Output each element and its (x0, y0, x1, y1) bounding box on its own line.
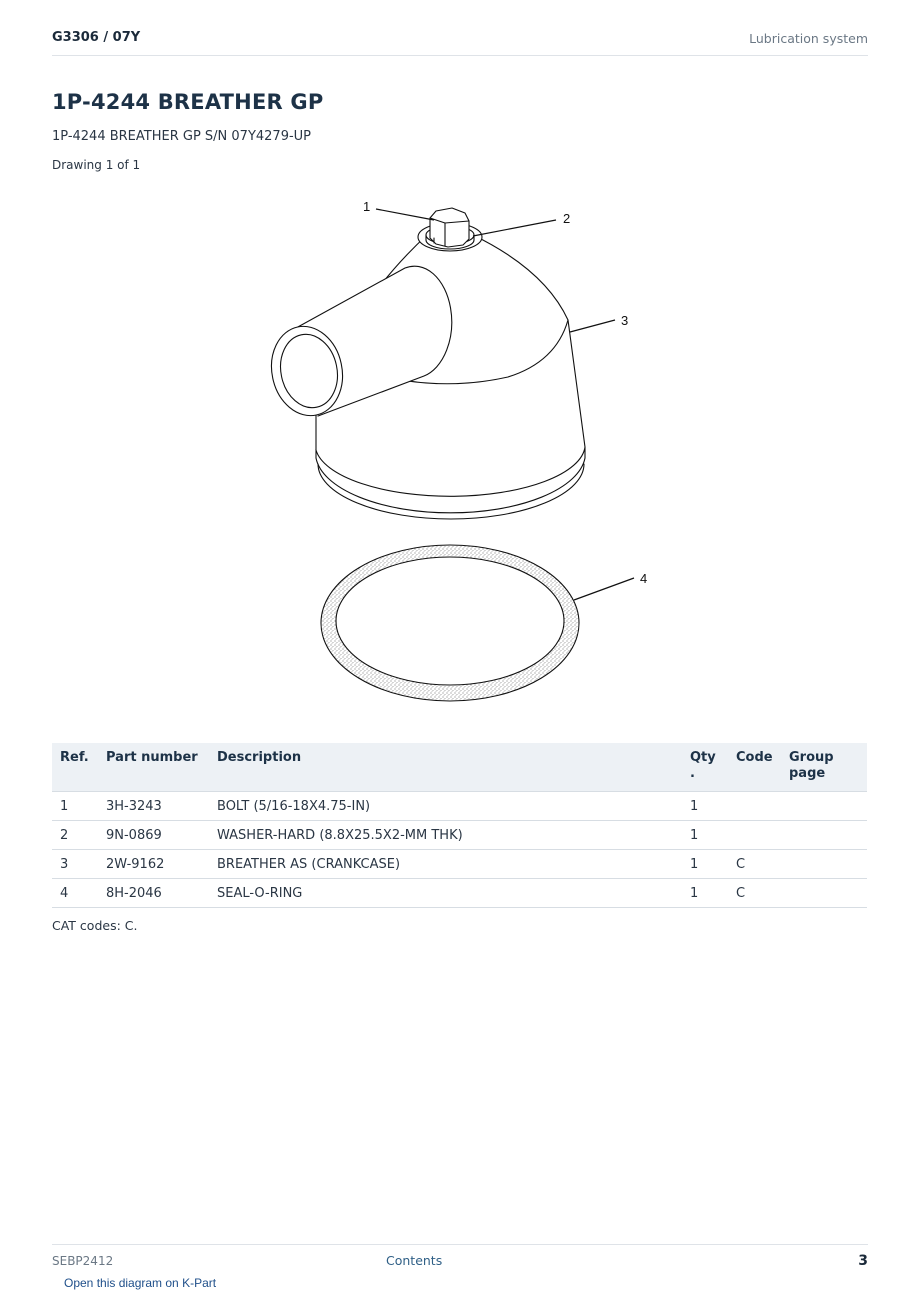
o-ring-seal (321, 545, 579, 701)
page-number: 3 (858, 1253, 868, 1269)
callout-4: 4 (640, 571, 648, 586)
header-description: Description (209, 743, 682, 792)
cat-codes-note: CAT codes: C. (52, 918, 138, 933)
page-header (52, 28, 868, 56)
table-row (52, 821, 867, 850)
page-title: 1P-4244 BREATHER GP (52, 90, 324, 114)
header-part-number: Part number (98, 743, 209, 792)
page-footer (52, 1244, 868, 1275)
table-row (52, 879, 867, 908)
callout-1: 1 (363, 199, 371, 214)
table-row (52, 792, 867, 821)
header-ref: Ref. (52, 743, 98, 792)
cell-ref: 3 (52, 850, 98, 879)
cell-code (728, 821, 781, 850)
cell-code: C (728, 850, 781, 879)
contents-link[interactable]: Contents (386, 1253, 443, 1268)
cell-group-page (781, 821, 867, 850)
cell-qty: 1 (682, 792, 728, 821)
cell-qty: 1 (682, 879, 728, 908)
open-kpart-link[interactable]: Open this diagram on K-Part (64, 1276, 217, 1290)
cell-group-page (781, 792, 867, 821)
cell-ref: 4 (52, 879, 98, 908)
cell-qty: 1 (682, 821, 728, 850)
cell-qty: 1 (682, 850, 728, 879)
page-subtitle: 1P-4244 BREATHER GP S/N 07Y4279-UP (52, 129, 312, 144)
cell-code: C (728, 879, 781, 908)
cell-part-number: 9N-0869 (98, 821, 209, 850)
cell-description: BREATHER AS (CRANKCASE) (209, 850, 682, 879)
cell-part-number: 2W-9162 (98, 850, 209, 879)
cell-part-number: 8H-2046 (98, 879, 209, 908)
cell-group-page (781, 850, 867, 879)
callout-2: 2 (563, 211, 571, 226)
breather-body (263, 208, 585, 519)
table-row (52, 850, 867, 879)
cell-description: BOLT (5/16-18X4.75-IN) (209, 792, 682, 821)
parts-table-header (52, 743, 867, 792)
cell-ref: 2 (52, 821, 98, 850)
drawing-number: Drawing 1 of 1 (52, 158, 141, 172)
document-id: SEBP2412 (52, 1254, 114, 1268)
cell-description: SEAL-O-RING (209, 879, 682, 908)
cell-part-number: 3H-3243 (98, 792, 209, 821)
header-code: Code (728, 743, 781, 792)
callout-3: 3 (621, 313, 629, 328)
cell-description: WASHER-HARD (8.8X25.5X2-MM THK) (209, 821, 682, 850)
header-qty: Qty . (682, 743, 728, 792)
cell-group-page (781, 879, 867, 908)
model-serial-label: G3306 / 07Y (52, 30, 141, 45)
cell-ref: 1 (52, 792, 98, 821)
section-label: Lubrication system (749, 31, 868, 46)
header-group-page: Group page (781, 743, 867, 792)
cell-code (728, 792, 781, 821)
parts-table (52, 743, 867, 908)
breather-diagram (250, 192, 670, 712)
